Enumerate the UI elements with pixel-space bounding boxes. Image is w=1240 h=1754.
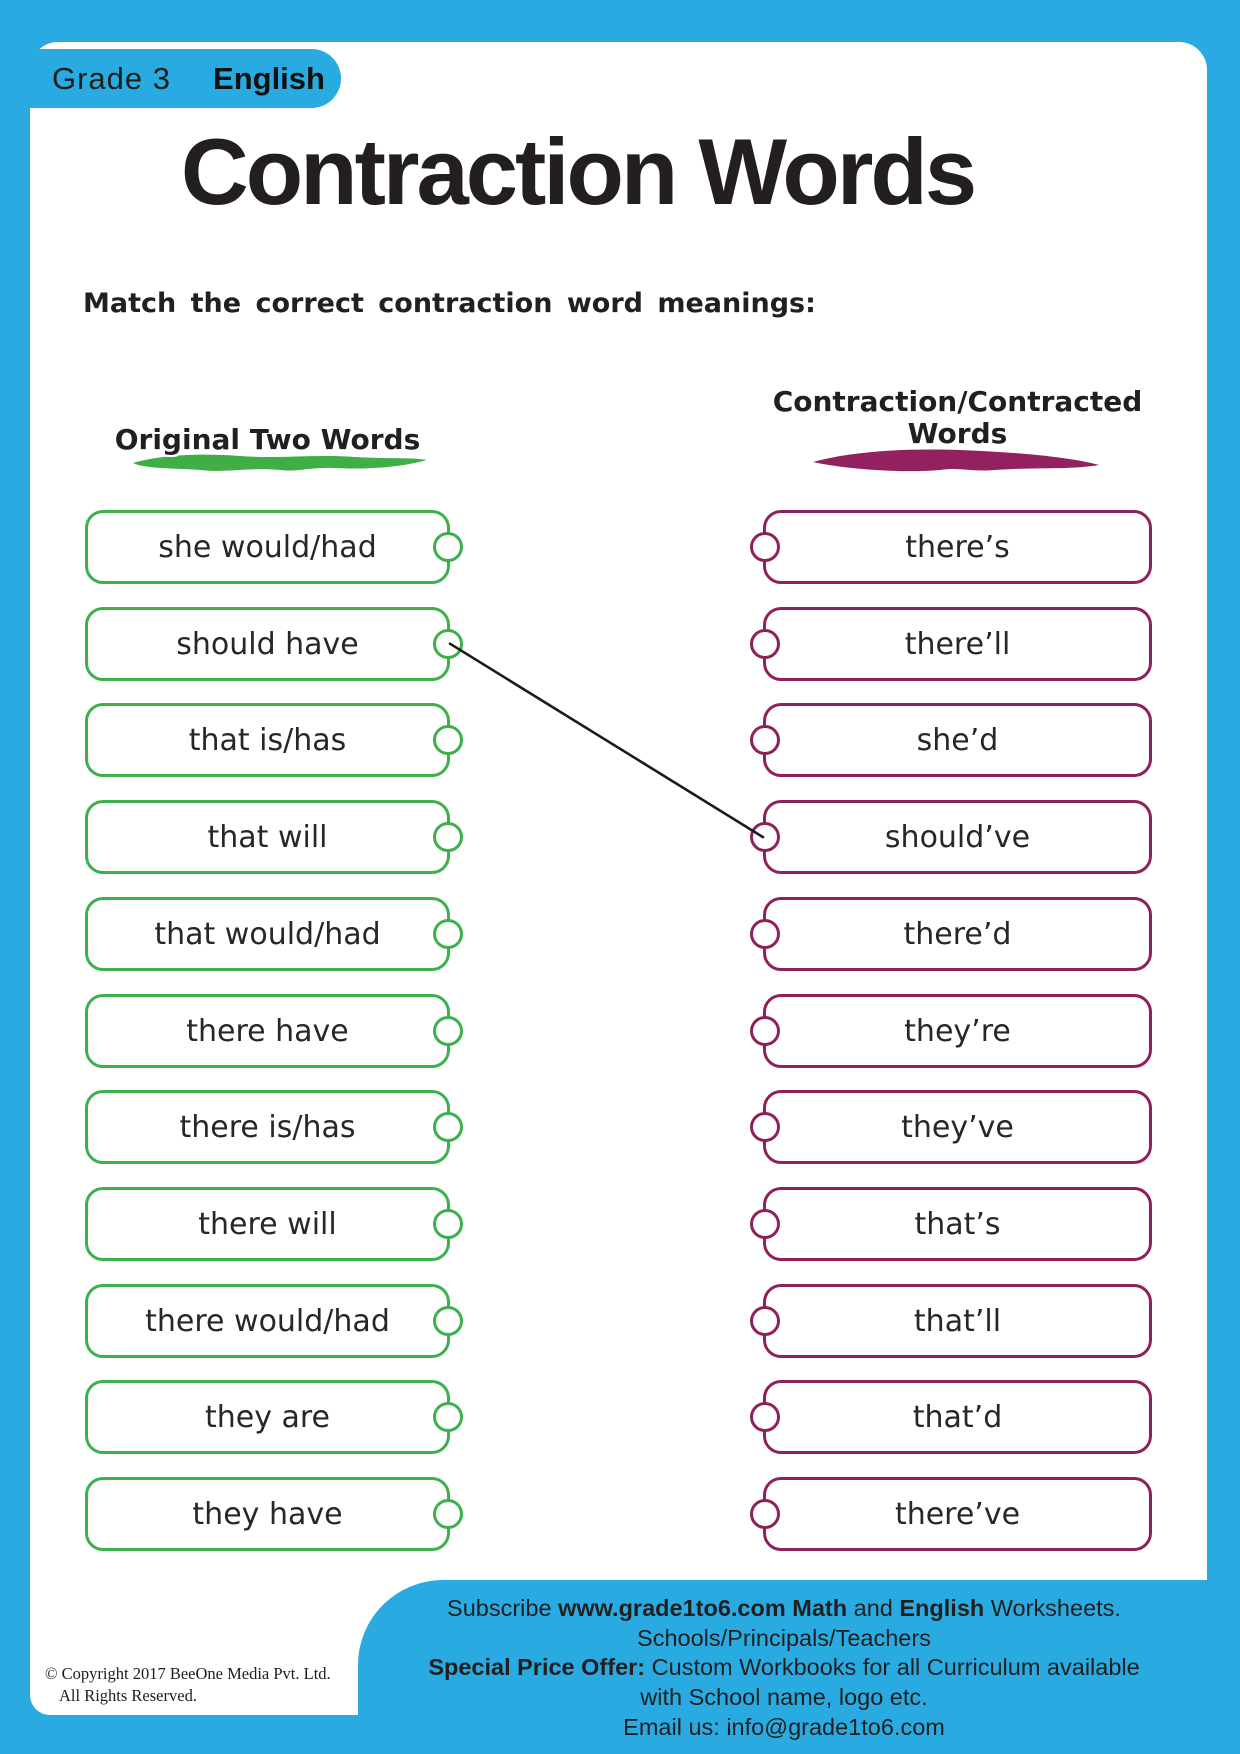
right-word-box bbox=[763, 703, 1152, 777]
left-word-box bbox=[85, 994, 450, 1068]
connector-circle[interactable] bbox=[433, 822, 463, 852]
page-title: Contraction Words bbox=[180, 119, 975, 224]
connector-circle[interactable] bbox=[750, 629, 780, 659]
connector-circle[interactable] bbox=[750, 532, 780, 562]
subject-label: English bbox=[213, 60, 325, 96]
copyright-notice bbox=[45, 1663, 331, 1707]
word-label: she would/had bbox=[158, 529, 377, 565]
footer-segment: www.grade1to6.com Math bbox=[558, 1595, 848, 1621]
connector-circle[interactable] bbox=[750, 1112, 780, 1142]
right-word-box bbox=[763, 994, 1152, 1068]
word-label: that would/had bbox=[154, 916, 381, 952]
connector-circle[interactable] bbox=[433, 629, 463, 659]
footer-segment: Custom Workbooks for all Curriculum available bbox=[645, 1654, 1140, 1681]
word-label: that will bbox=[207, 819, 328, 855]
right-column-header-line2: Words bbox=[907, 417, 1008, 450]
connector-circle[interactable] bbox=[433, 532, 463, 562]
word-label: there would/had bbox=[145, 1303, 390, 1339]
footer-segment: with School name, logo etc. bbox=[640, 1684, 928, 1711]
footer-line bbox=[358, 1653, 1210, 1683]
right-word-box bbox=[763, 1380, 1152, 1454]
word-label: they’ve bbox=[901, 1109, 1014, 1145]
left-word-box bbox=[85, 897, 450, 971]
connector-circle[interactable] bbox=[750, 1499, 780, 1529]
grade-badge bbox=[0, 49, 341, 108]
right-word-box bbox=[763, 1284, 1152, 1358]
footer-segment: Subscribe bbox=[447, 1595, 559, 1621]
connector-circle[interactable] bbox=[433, 1306, 463, 1336]
footer-line bbox=[358, 1713, 1210, 1743]
left-word-box bbox=[85, 607, 450, 681]
footer-segment: and bbox=[847, 1595, 900, 1621]
right-word-box bbox=[763, 897, 1152, 971]
word-label: they’re bbox=[904, 1013, 1011, 1049]
connector-circle[interactable] bbox=[750, 725, 780, 755]
word-label: there is/has bbox=[179, 1109, 356, 1145]
word-label: that’ll bbox=[913, 1303, 1002, 1339]
word-label: should have bbox=[176, 626, 359, 662]
right-word-box bbox=[763, 800, 1152, 874]
word-label: there will bbox=[198, 1206, 337, 1242]
grade-label: Grade 3 bbox=[52, 60, 172, 96]
left-word-box bbox=[85, 703, 450, 777]
word-label: that’s bbox=[914, 1206, 1001, 1242]
left-word-box bbox=[85, 800, 450, 874]
footer-segment: English bbox=[899, 1595, 985, 1621]
connector-circle[interactable] bbox=[750, 822, 780, 852]
left-word-box bbox=[85, 1187, 450, 1261]
word-label: there’s bbox=[905, 529, 1010, 565]
instruction-text: Match the correct contraction word meanings: bbox=[83, 288, 816, 319]
connector-circle[interactable] bbox=[433, 919, 463, 949]
connector-circle[interactable] bbox=[750, 1402, 780, 1432]
right-column-header-line1: Contraction/Contracted bbox=[772, 385, 1143, 418]
right-word-box bbox=[763, 1090, 1152, 1164]
connector-circle[interactable] bbox=[750, 1016, 780, 1046]
connector-circle[interactable] bbox=[433, 725, 463, 755]
footer-segment: Schools/Principals/Teachers bbox=[637, 1624, 931, 1651]
connector-circle[interactable] bbox=[433, 1209, 463, 1239]
connector-circle[interactable] bbox=[433, 1499, 463, 1529]
copyright-line1: © Copyright 2017 BeeOne Media Pvt. Ltd. bbox=[45, 1664, 331, 1683]
copyright-line2: All Rights Reserved. bbox=[59, 1686, 197, 1705]
left-word-box bbox=[85, 1284, 450, 1358]
footer-segment: Email us: info@grade1to6.com bbox=[623, 1713, 945, 1740]
connector-circle[interactable] bbox=[433, 1112, 463, 1142]
word-label: should’ve bbox=[884, 819, 1031, 855]
left-word-box bbox=[85, 1477, 450, 1551]
right-word-box bbox=[763, 1477, 1152, 1551]
left-column-header-text: Original Two Words bbox=[114, 423, 421, 456]
connector-circle[interactable] bbox=[750, 1209, 780, 1239]
word-label: that is/has bbox=[188, 722, 347, 758]
footer-line bbox=[358, 1624, 1210, 1654]
connector-circle[interactable] bbox=[433, 1402, 463, 1432]
footer-segment: Worksheets. bbox=[984, 1595, 1121, 1621]
word-label: she’d bbox=[916, 722, 999, 758]
footer-line bbox=[358, 1683, 1210, 1713]
footer-segment: Special Price Offer: bbox=[428, 1654, 646, 1681]
word-label: there have bbox=[186, 1013, 349, 1049]
connector-circle[interactable] bbox=[433, 1016, 463, 1046]
footer-line bbox=[358, 1594, 1210, 1624]
connector-circle[interactable] bbox=[750, 919, 780, 949]
word-label: that’d bbox=[912, 1399, 1003, 1435]
word-label: there’ve bbox=[894, 1496, 1021, 1532]
right-word-box bbox=[763, 607, 1152, 681]
word-label: there’ll bbox=[904, 626, 1011, 662]
word-label: they are bbox=[204, 1399, 331, 1435]
left-word-box bbox=[85, 1380, 450, 1454]
connector-circle[interactable] bbox=[750, 1306, 780, 1336]
left-column-header bbox=[85, 424, 450, 456]
word-label: there’d bbox=[903, 916, 1012, 952]
right-column-header bbox=[763, 386, 1152, 450]
left-word-box bbox=[85, 510, 450, 584]
word-label: they have bbox=[192, 1496, 343, 1532]
footer-text bbox=[358, 1594, 1210, 1743]
left-word-box bbox=[85, 1090, 450, 1164]
right-word-box bbox=[763, 510, 1152, 584]
right-word-box bbox=[763, 1187, 1152, 1261]
